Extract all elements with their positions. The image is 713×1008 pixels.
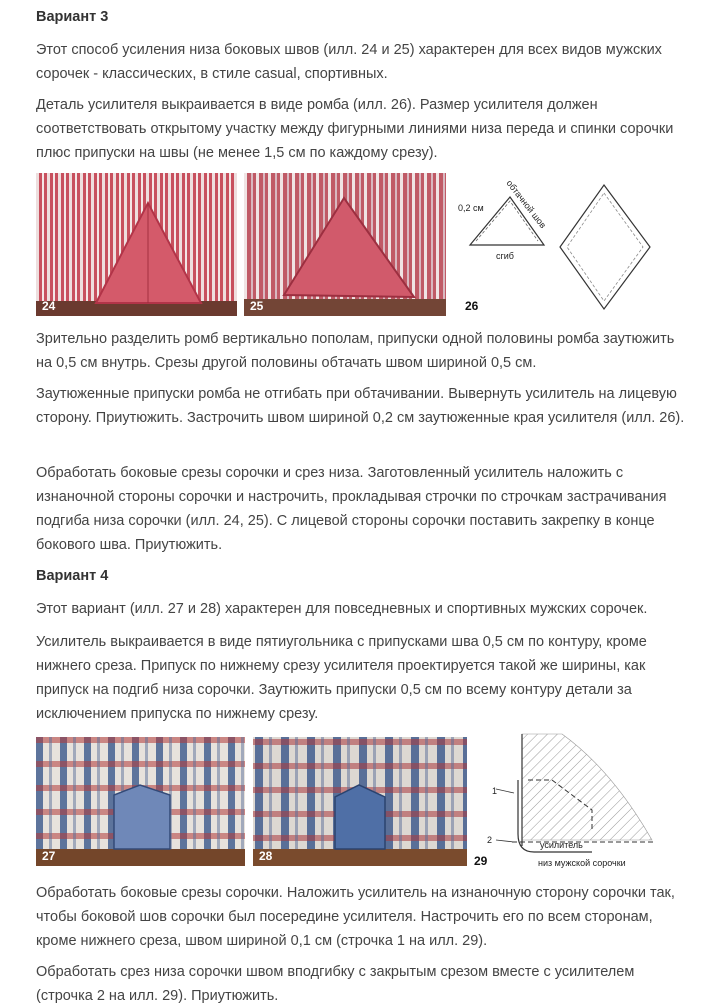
fig29-label-line1: 1	[492, 786, 498, 796]
fig26-label-fold: сгиб	[496, 251, 514, 261]
fig26-label-seam: обтачной шов	[504, 178, 549, 231]
illustration-26-diagram	[452, 173, 662, 316]
variant3-paragraph-4: Заутюженные припуски ромба не отгибать при обтачивании. Вывернуть усилитель на лицевую сторону. Приутюжить. Застрочить швом шириной 0,2 см заутюженные края усилителя (илл. 26).	[36, 386, 685, 426]
variant4-paragraph-2: Усилитель выкраивается в виде пятиугольника с припусками шва 0,5 см по контуру, кроме нижнего среза. Припуск по нижнему срезу усилителя проектируется такой же ширины, как припуск на подгиб низа сорочки. Заутюжить припуски 0,5 см по всему контуру детали за исключением припуска по нижнему срезу.	[36, 634, 647, 722]
variant4-paragraph-1: Этот вариант (илл. 27 и 28) характерен для повседневных и спортивных мужских сорочек.	[36, 601, 648, 617]
variant3-paragraph-3: Зрительно разделить ромб вертикально пополам, припуски одной половины ромба заутюжить на 0,5 см внутрь. Срезы другой половины обтачать швом шириной 0,5 см.	[36, 331, 675, 371]
variant4-paragraph-4: Обработать срез низа сорочки швом вподгибку с закрытым срезом вместе с усилителем (строчка 2 на илл. 29). Приутюжить.	[36, 964, 635, 1004]
figure-number-28: 28	[259, 849, 273, 863]
fig26-label-size: 0,2 см	[458, 203, 484, 213]
figure-number-26: 26	[465, 299, 479, 313]
variant3-paragraph-1: Этот способ усиления низа боковых швов (илл. 24 и 25) характерен для всех видов мужских сорочек - классических, в стиле casual, спортивных.	[36, 42, 662, 82]
hem-diagram	[472, 730, 662, 870]
fig29-label-line2: 2	[487, 835, 493, 845]
illustration-27-photo	[36, 737, 245, 866]
figure-number-24: 24	[42, 299, 56, 313]
illustration-24-photo	[36, 173, 237, 316]
variant3-paragraph-5: Обработать боковые срезы сорочки и срез низа. Заготовленный усилитель наложить с изнаночной стороны сорочки и настрочить, прокладывая строчки по строчкам застрачивания подгиба низа сорочки (илл. 24, 25). С лицевой стороны сорочки поставить закрепку в конце бокового шва. Приутюжить.	[36, 465, 667, 553]
illustration-29-diagram	[472, 730, 662, 870]
figure-number-29: 29	[474, 854, 488, 868]
variant3-heading: Вариант 3	[36, 9, 109, 25]
rhombus-diagram	[452, 173, 662, 316]
figure-number-27: 27	[42, 849, 56, 863]
variant3-paragraph-2: Деталь усилителя выкраивается в виде ромба (илл. 26). Размер усилителя должен соответствовать открытому участку между фигурными линиями низа переда и спинки сорочки плюс припуски на швы (не менее 1,5 см по каждому срезу).	[36, 97, 674, 161]
illustration-25-photo	[244, 173, 446, 316]
variant4-paragraph-3: Обработать боковые срезы сорочки. Наложить усилитель на изнаночную сторону сорочки так, чтобы боковой шов сорочки был посередине усилителя. Настрочить его по всем сторонам, кроме нижнего среза, швом шириной 0,1 см (строчка 1 на илл. 29).	[36, 885, 675, 949]
fig29-label-hem: низ мужской сорочки	[538, 858, 626, 868]
variant4-heading: Вариант 4	[36, 568, 109, 584]
fig29-label-part: усилитель	[540, 840, 583, 850]
illustration-28-photo	[253, 737, 467, 866]
figure-number-25: 25	[250, 299, 264, 313]
